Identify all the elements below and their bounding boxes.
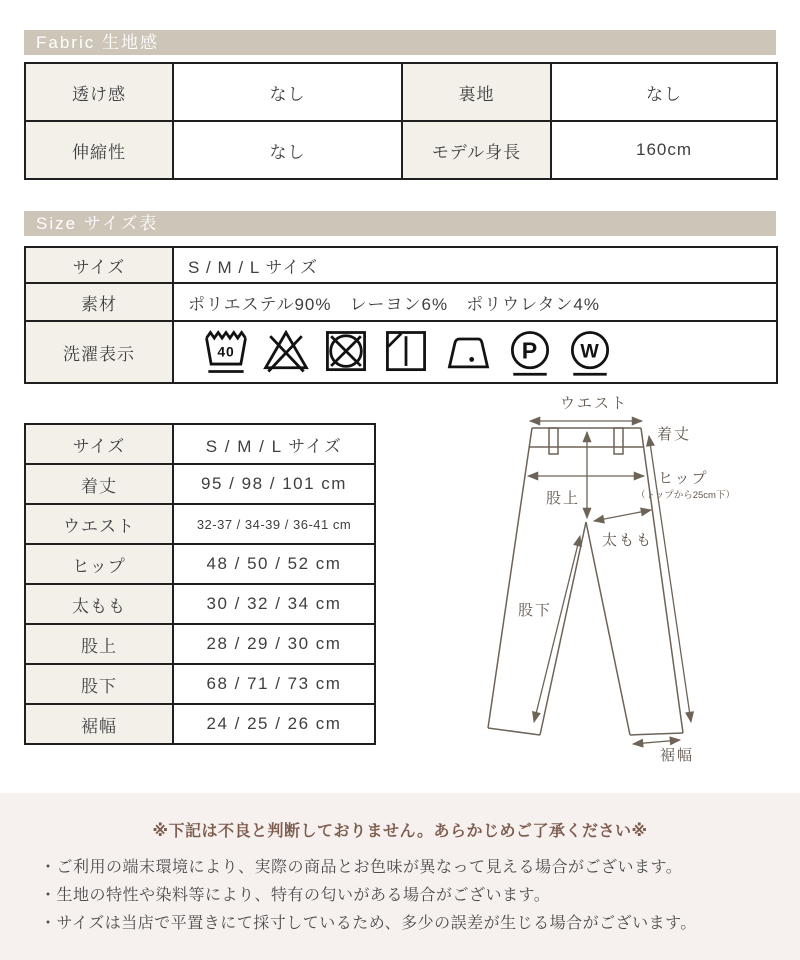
measure-label-thigh: 太もも (25, 584, 173, 624)
diagram-waist-label: ウエスト (559, 395, 629, 412)
disclaimer-heading: ※下記は不良と判断しておりません。あらかじめご了承ください※ (152, 823, 648, 840)
wet-clean-w-icon (565, 326, 615, 378)
measure-label-rise: 股上 (25, 624, 173, 664)
pants-outline (488, 428, 683, 735)
diagram-length-label: 着丈 (657, 426, 692, 443)
disclaimer-section (0, 793, 800, 960)
svg-text:P: P (521, 337, 539, 364)
measure-label-size: サイズ (25, 424, 173, 464)
fabric-label-sheerness: 透け感 (25, 63, 173, 121)
measure-label-hip: ヒップ (25, 544, 173, 584)
svg-text:40: 40 (217, 343, 235, 360)
info-row-size (25, 247, 777, 283)
measure-label-inseam: 股下 (25, 664, 173, 704)
fabric-section-title: Fabric 生地感 (36, 33, 159, 52)
diagram-hip-note: （トップから25cm下） (636, 490, 735, 501)
diagram-rise-label: 股上 (545, 490, 580, 507)
fabric-label-lining: 裏地 (402, 63, 551, 121)
measure-row-hip (25, 544, 375, 584)
belt-loop-left (549, 428, 558, 454)
inseam-arrow (534, 536, 580, 722)
dry-clean-p-icon (505, 326, 555, 378)
svg-text:W: W (580, 340, 600, 363)
iron-low-heat-icon (441, 326, 495, 378)
care-label: 洗濯表示 (25, 321, 173, 383)
measure-row-thigh (25, 584, 375, 624)
disclaimer-list (0, 854, 800, 938)
measure-value-inseam: 68 / 71 / 73 cm (173, 664, 375, 704)
diagram-hip-label: ヒップ (658, 470, 709, 487)
do-not-bleach-icon (261, 326, 311, 378)
measure-value-size: S / M / L サイズ (173, 424, 375, 464)
shade-line-dry-icon (381, 326, 431, 378)
info-label-size: サイズ (25, 247, 173, 283)
measure-value-length: 95 / 98 / 101 cm (173, 464, 375, 504)
measure-row-hem (25, 704, 375, 744)
info-row-material (25, 283, 777, 321)
fabric-row-2 (25, 121, 777, 179)
fabric-label-model-height: モデル身長 (402, 121, 551, 179)
measure-value-thigh: 30 / 32 / 34 cm (173, 584, 375, 624)
disclaimer-item-size: ・サイズは当店で平置きにて採寸しているため、多少の誤差が生じる場合がございます。 (40, 915, 697, 932)
measure-value-hem: 24 / 25 / 26 cm (173, 704, 375, 744)
info-row-care (25, 321, 777, 383)
fabric-section-header (24, 30, 776, 55)
info-value-size: S / M / L サイズ (173, 247, 777, 283)
wash-40-icon (201, 326, 251, 378)
diagram-thigh-label: 太もも (602, 532, 654, 549)
measure-label-length: 着丈 (25, 464, 173, 504)
measure-row-length (25, 464, 375, 504)
measure-row-inseam (25, 664, 375, 704)
diagram-inseam-label: 股下 (518, 602, 553, 619)
thigh-arrow (594, 510, 651, 521)
pants-measurement-diagram (430, 392, 800, 780)
size-section-title: Size サイズ表 (36, 214, 159, 233)
measure-value-rise: 28 / 29 / 30 cm (173, 624, 375, 664)
size-info-table (24, 246, 778, 384)
disclaimer-item-color: ・ご利用の端末環境により、実際の商品とお色味が異なって見える場合がございます。 (40, 859, 683, 876)
fabric-table (24, 62, 778, 180)
fabric-value-stretch: なし (173, 121, 402, 179)
fabric-value-model-height: 160cm (551, 121, 777, 179)
size-section-header (24, 211, 776, 236)
belt-loop-right (614, 428, 623, 454)
hem-arrow (633, 740, 680, 744)
fabric-label-stretch: 伸縮性 (25, 121, 173, 179)
measure-value-hip: 48 / 50 / 52 cm (173, 544, 375, 584)
laundry-symbols (188, 322, 776, 382)
fabric-row-1 (25, 63, 777, 121)
fabric-value-sheerness: なし (173, 63, 402, 121)
disclaimer-item-smell: ・生地の特性や染料等により、特有の匂いがある場合がございます。 (40, 887, 551, 904)
diagram-hem-label: 裾幅 (659, 747, 695, 764)
measurements-table (24, 423, 376, 745)
do-not-tumble-dry-icon (321, 326, 371, 378)
info-label-material: 素材 (25, 283, 173, 321)
measure-row-waist (25, 504, 375, 544)
fabric-value-lining: なし (551, 63, 777, 121)
measure-row-rise (25, 624, 375, 664)
measure-value-waist: 32-37 / 34-39 / 36-41 cm (173, 504, 375, 544)
info-value-material: ポリエステル90% レーヨン6% ポリウレタン4% (173, 283, 777, 321)
measure-label-waist: ウエスト (25, 504, 173, 544)
measure-row-size (25, 424, 375, 464)
measure-label-hem: 裾幅 (25, 704, 173, 744)
